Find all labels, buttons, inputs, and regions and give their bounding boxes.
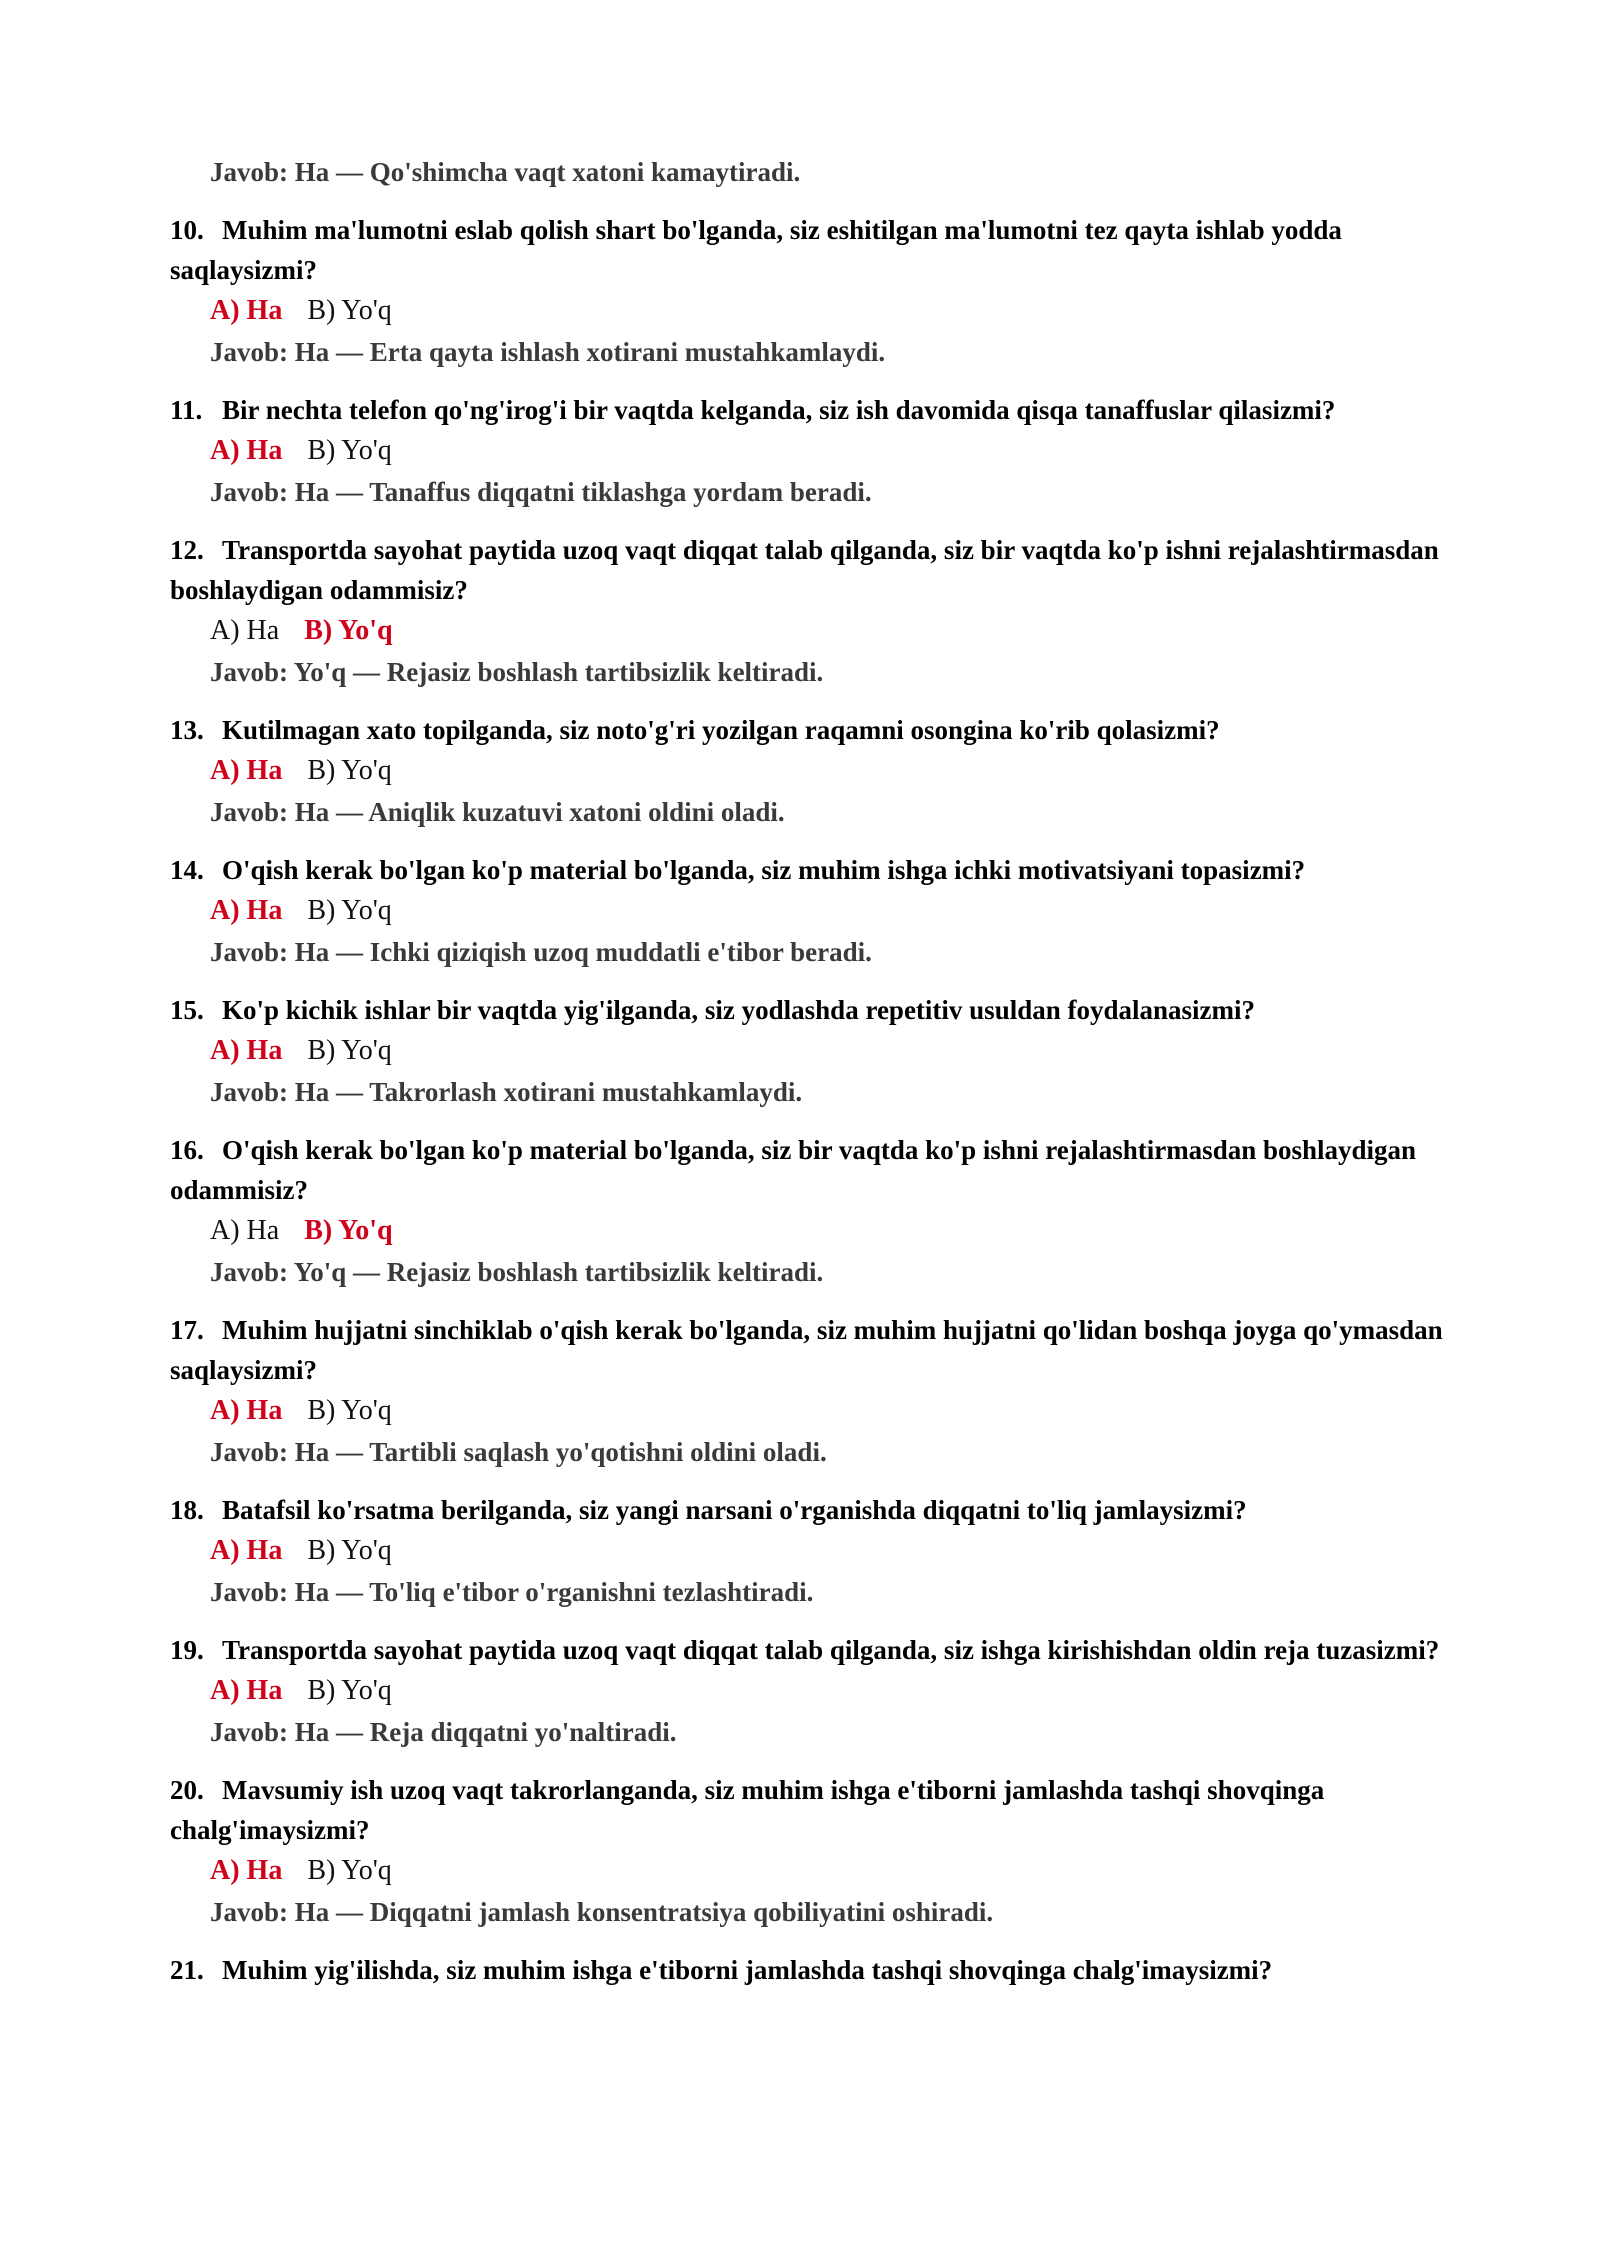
question-number: 14.	[170, 855, 204, 885]
answer-line: Javob: Ha — Qo'shimcha vaqt xatoni kamaytiradi.	[210, 157, 801, 187]
option-a[interactable]: A) Ha	[210, 895, 283, 926]
question-number: 18.	[170, 1495, 204, 1525]
answer-line: Javob: Yo'q — Rejasiz boshlash tartibsizlik keltiradi.	[210, 657, 824, 687]
question-number: 16.	[170, 1135, 204, 1165]
options	[210, 890, 1460, 932]
answer-line: Javob: Ha — Erta qayta ishlash xotirani mustahkamlaydi.	[210, 337, 886, 367]
option-b[interactable]: B) Yo'q	[307, 435, 392, 466]
question-text	[170, 1310, 1460, 1390]
option-b[interactable]: B) Yo'q	[307, 1395, 392, 1426]
question-number: 11.	[170, 395, 203, 425]
question-body: Bir nechta telefon qo'ng'irog'i bir vaqtda kelganda, siz ish davomida qisqa tanaffuslar qilasizmi?	[222, 395, 1336, 425]
option-a[interactable]: A) Ha	[210, 755, 283, 786]
option-b[interactable]: B) Yo'q	[304, 615, 393, 646]
answer-line: Javob: Ha — Diqqatni jamlash konsentratsiya qobiliyatini oshiradi.	[210, 1897, 994, 1927]
question-text	[170, 1770, 1460, 1850]
option-a[interactable]: A) Ha	[210, 1215, 280, 1246]
option-b[interactable]: B) Yo'q	[307, 1535, 392, 1566]
question-number: 19.	[170, 1635, 204, 1665]
question-16	[170, 1130, 1460, 1292]
question-body: Batafsil ko'rsatma berilganda, siz yangi narsani o'rganishda diqqatni to'liq jamlaysizmi?	[222, 1495, 1247, 1525]
quiz-content	[170, 152, 1460, 1990]
question-number: 15.	[170, 995, 204, 1025]
options	[210, 1390, 1460, 1432]
question-number: 17.	[170, 1315, 204, 1345]
question-14	[170, 850, 1460, 972]
question-body: Ko'p kichik ishlar bir vaqtda yig'ilganda, siz yodlashda repetitiv usuldan foydalanasizmi?	[222, 995, 1256, 1025]
question-body: Muhim ma'lumotni eslab qolish shart bo'lganda, siz eshitilgan ma'lumotni tez qayta ishlab yodda saqlaysizmi?	[170, 215, 1342, 285]
question-21	[170, 1950, 1460, 1990]
question-number: 20.	[170, 1775, 204, 1805]
option-b[interactable]: B) Yo'q	[307, 1035, 392, 1066]
options	[210, 1850, 1460, 1892]
option-a[interactable]: A) Ha	[210, 435, 283, 466]
question-number: 10.	[170, 215, 204, 245]
question-body: Kutilmagan xato topilganda, siz noto'g'ri yozilgan raqamni osongina ko'rib qolasizmi?	[222, 715, 1220, 745]
question-number: 21.	[170, 1955, 204, 1985]
question-body: O'qish kerak bo'lgan ko'p material bo'lganda, siz muhim ishga ichki motivatsiyani topasizmi?	[222, 855, 1306, 885]
option-a[interactable]: A) Ha	[210, 1855, 283, 1886]
question-text	[170, 1630, 1460, 1670]
option-b[interactable]: B) Yo'q	[307, 1675, 392, 1706]
option-b[interactable]: B) Yo'q	[304, 1215, 393, 1246]
option-b[interactable]: B) Yo'q	[307, 295, 392, 326]
question-body: Mavsumiy ish uzoq vaqt takrorlanganda, siz muhim ishga e'tiborni jamlashda tashqi shovqinga chalg'imaysizmi?	[170, 1775, 1325, 1845]
options	[210, 290, 1460, 332]
option-a[interactable]: A) Ha	[210, 1675, 283, 1706]
options	[210, 430, 1460, 472]
question-20	[170, 1770, 1460, 1932]
question-19	[170, 1630, 1460, 1752]
question-text	[170, 530, 1460, 610]
answer-line: Javob: Ha — Tanaffus diqqatni tiklashga yordam beradi.	[210, 477, 872, 507]
option-a[interactable]: A) Ha	[210, 1395, 283, 1426]
answer-line: Javob: Ha — Reja diqqatni yo'naltiradi.	[210, 1717, 677, 1747]
options	[210, 1670, 1460, 1712]
answer-line: Javob: Ha — Ichki qiziqish uzoq muddatli e'tibor beradi.	[210, 937, 872, 967]
question-12	[170, 530, 1460, 692]
question-17	[170, 1310, 1460, 1472]
question-text	[170, 210, 1460, 290]
option-b[interactable]: B) Yo'q	[307, 895, 392, 926]
question-body: Transportda sayohat paytida uzoq vaqt diqqat talab qilganda, siz bir vaqtda ko'p ishni rejalashtirmasdan boshlaydigan odammisiz?	[170, 535, 1439, 605]
option-a[interactable]: A) Ha	[210, 1035, 283, 1066]
answer-line: Javob: Yo'q — Rejasiz boshlash tartibsizlik keltiradi.	[210, 1257, 824, 1287]
question-text	[170, 390, 1460, 430]
question-text	[170, 1490, 1460, 1530]
question-text	[170, 990, 1460, 1030]
question-body: Muhim hujjatni sinchiklab o'qish kerak bo'lganda, siz muhim hujjatni qo'lidan boshqa joyga qo'ymasdan saqlaysizmi?	[170, 1315, 1443, 1385]
options	[210, 610, 1460, 652]
options	[210, 1030, 1460, 1072]
question-18	[170, 1490, 1460, 1612]
option-b[interactable]: B) Yo'q	[307, 1855, 392, 1886]
question-number: 12.	[170, 535, 204, 565]
question-body: Muhim yig'ilishda, siz muhim ishga e'tiborni jamlashda tashqi shovqinga chalg'imaysizmi?	[222, 1955, 1273, 1985]
option-b[interactable]: B) Yo'q	[307, 755, 392, 786]
question-13	[170, 710, 1460, 832]
options	[210, 1530, 1460, 1572]
question-11	[170, 390, 1460, 512]
answer-line: Javob: Ha — Tartibli saqlash yo'qotishni oldini oladi.	[210, 1437, 827, 1467]
question-text	[170, 850, 1460, 890]
question-number: 13.	[170, 715, 204, 745]
option-a[interactable]: A) Ha	[210, 615, 280, 646]
answer-line: Javob: Ha — Takrorlash xotirani mustahkamlaydi.	[210, 1077, 803, 1107]
options	[210, 1210, 1460, 1252]
question-15	[170, 990, 1460, 1112]
option-a[interactable]: A) Ha	[210, 295, 283, 326]
question-text	[170, 1130, 1460, 1210]
question-10	[170, 210, 1460, 372]
options	[210, 750, 1460, 792]
question-text	[170, 710, 1460, 750]
option-a[interactable]: A) Ha	[210, 1535, 283, 1566]
question-text	[170, 1950, 1460, 1990]
answer-line: Javob: Ha — Aniqlik kuzatuvi xatoni oldini oladi.	[210, 797, 785, 827]
question-body: Transportda sayohat paytida uzoq vaqt diqqat talab qilganda, siz ishga kirishishdan oldin reja tuzasizmi?	[222, 1635, 1440, 1665]
answer-line: Javob: Ha — To'liq e'tibor o'rganishni tezlashtiradi.	[210, 1577, 814, 1607]
question-body: O'qish kerak bo'lgan ko'p material bo'lganda, siz bir vaqtda ko'p ishni rejalashtirmasdan boshlaydigan odammisiz?	[170, 1135, 1417, 1205]
